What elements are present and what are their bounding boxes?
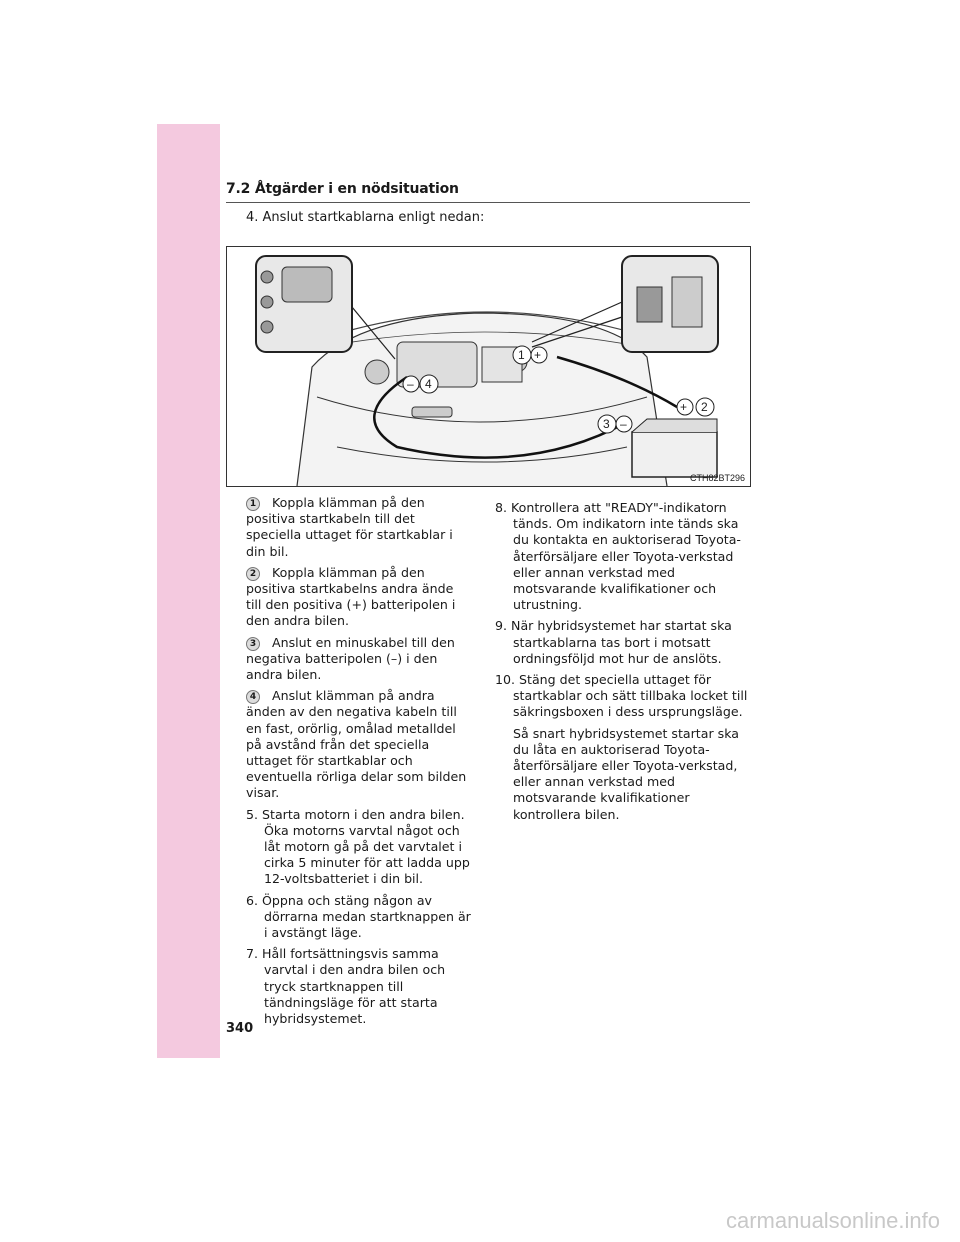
substep-2: 2 Koppla klämman på den positiva startkabelns andra ände till den positiva (+) batteripolen i den andra bilen. [246,564,456,629]
left-column [246,495,472,1032]
substep-number: 4 [246,690,260,704]
step-7: 7. Håll fortsättningsvis samma varvtal i den andra bilen och tryck startknappen till tändningsläge för att starta hybridsystemet. [246,946,446,1027]
substep-4: 4 Anslut klämman på andra änden av den negativa kabeln till en fast, orörlig, omålad metalldel på avstånd från det speciella uttaget för startkablar och eventuella rörliga delar som bilden visar. [246,688,467,801]
engine-bay-drawing [227,247,750,486]
step-9: 9. När hybridsystemet har startat ska startkablarna tas bort i motsatt ordningsföljd mot hur de anslöts. [495,618,732,666]
jumpstart-illustration [226,246,751,487]
section-header [226,178,750,203]
step-10-continuation: Så snart hybridsystemet startar ska du låta en auktoriserad Toyota-återförsäljare eller Toyota-verkstad, eller annan verkstad med motsvarande kvalifikationer kontrollera bilen. [513,725,739,822]
svg-text:+: + [534,348,542,362]
substep-number: 2 [246,567,260,581]
step-8: 8. Kontrollera att "READY"-indikatorn tänds. Om indikatorn inte tänds ska du kontakta en auktoriserad Toyota-återförsäljare eller Toyota-verkstad eller annan verkstad med motsvarande kvalifikationer och utrustning. [495,500,741,613]
svg-text:–: – [620,417,627,431]
right-column [495,500,753,823]
substep-3: 3 Anslut en minuskabel till den negativa batteripolen (–) i den andra bilen. [246,634,455,683]
step-5: 5. Starta motorn i den andra bilen. Öka motorns varvtal något och låt motorn gå på det varvtalet i cirka 5 minuter för att ladda upp 12-voltsbatteriet i din bil. [246,806,470,887]
section-title: 7.2 Åtgärder i en nödsituation [226,181,459,197]
callout-2: 2 [701,400,708,414]
callout-3: 3 [603,417,610,431]
svg-text:–: – [407,377,414,391]
page-sidebar-tab [157,124,220,1058]
watermark: carmanualsonline.info [725,1208,940,1233]
step-10: 10. Stäng det speciella uttaget för startkablar och sätt tillbaka locket till säkringsboxen i dess ursprungsläge. [495,672,748,720]
intro-step: 4. Anslut startkablarna enligt nedan: [246,210,485,225]
substep-number: 1 [246,497,260,511]
figure-code: CTH82BT296 [689,473,745,483]
page-number: 340 [226,1021,254,1036]
callout-1: 1 [518,348,525,362]
svg-text:+: + [680,400,688,414]
substep-number: 3 [246,637,260,651]
callout-4: 4 [425,377,432,391]
step-6: 6. Öppna och stäng någon av dörrarna medan startknappen är i avstängt läge. [246,892,471,941]
substep-1: 1 Koppla klämman på den positiva startkabeln till det speciella uttaget för startkablar i din bil. [246,495,453,559]
